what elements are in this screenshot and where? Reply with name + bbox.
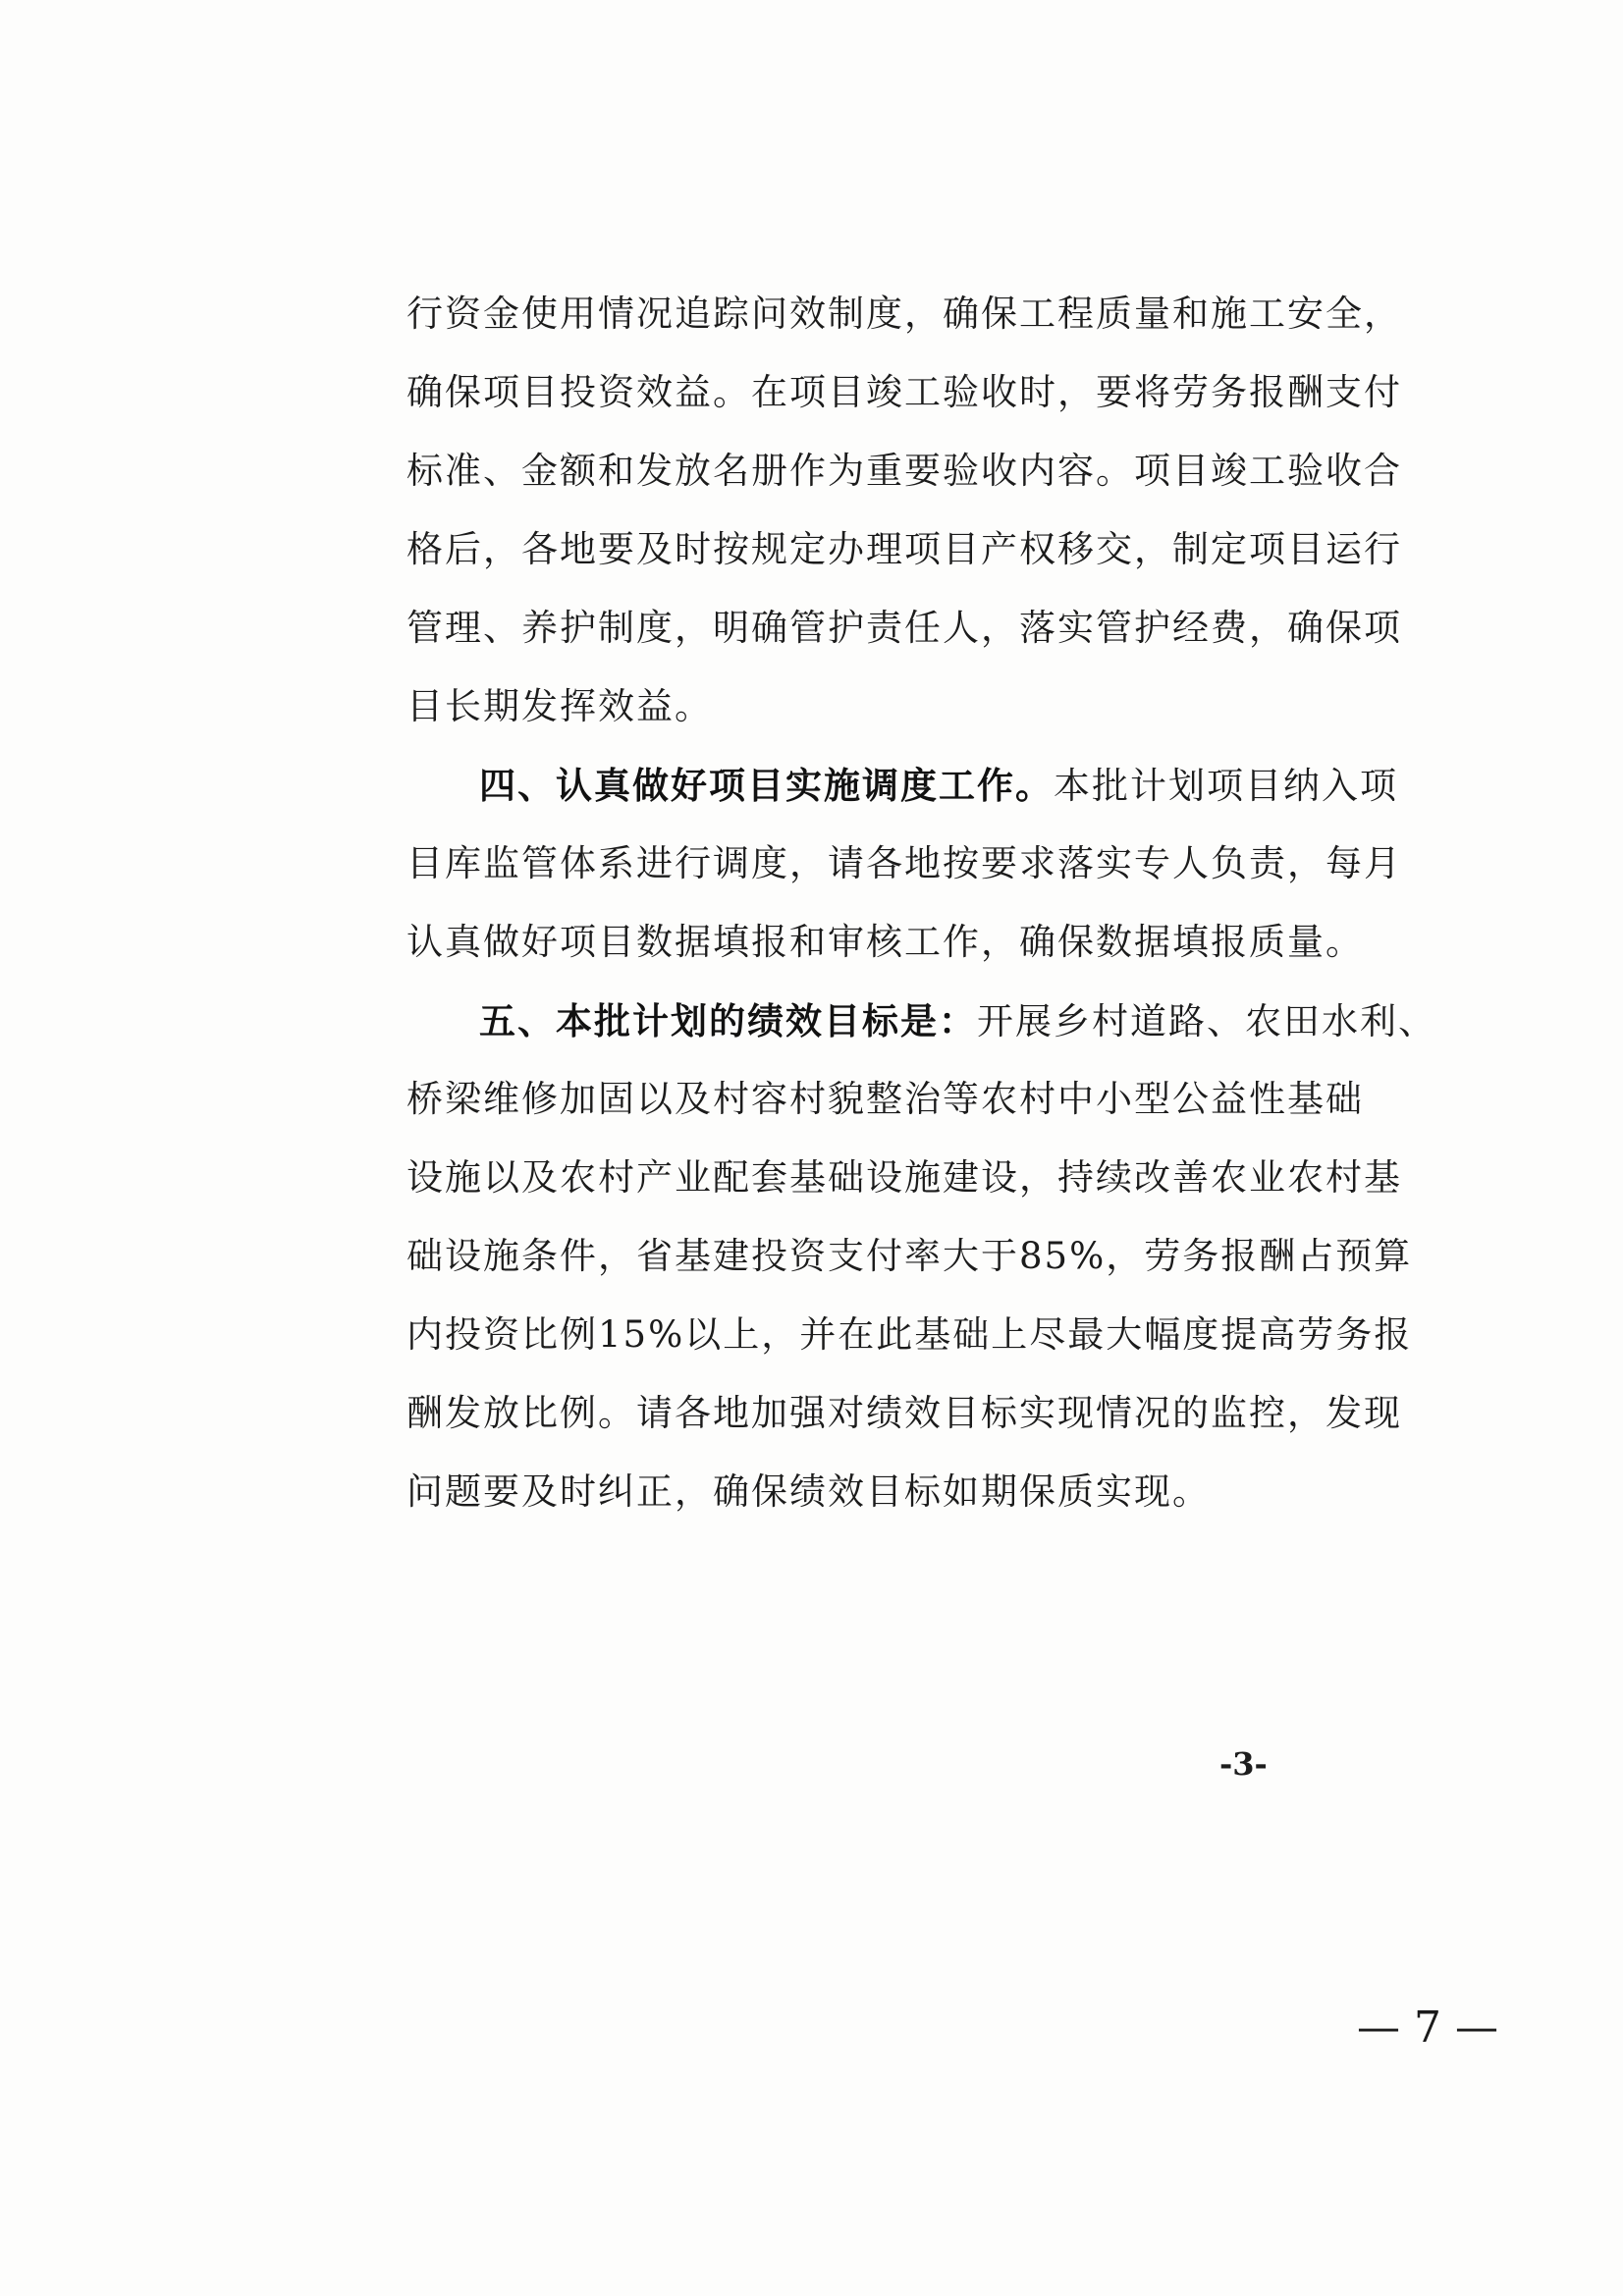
text-line-14: 内投资比例15%以上，并在此基础上尽最大幅度提高劳务报 [406,1313,1413,1356]
text-line-6: 目长期发挥效益。 [406,685,713,727]
text-line-15: 酬发放比例。请各地加强对绩效目标实现情况的监控，发现 [406,1392,1402,1434]
text-line-8: 目库监管体系进行调度，请各地按要求落实专人负责，每月 [406,842,1402,884]
text-line-13: 础设施条件，省基建投资支付率大于85%，劳务报酬占预算 [406,1235,1413,1277]
text-line-9: 认真做好项目数据填报和审核工作，确保数据填报质量。 [406,921,1364,963]
text-line-12: 设施以及农村产业配套基础设施建设，持续改善农业农村基 [406,1156,1402,1199]
section-five-heading: 五、本批计划的绩效目标是： [479,999,977,1042]
section-four-text: 本批计划项目纳入项 [1054,765,1398,807]
text-line-5: 管理、养护制度，明确管护责任人，落实管护经费，确保项 [406,607,1402,649]
text-line-11: 桥梁维修加固以及村容村貌整治等农村中小型公益性基础 [406,1078,1364,1120]
text-line-1: 行资金使用情况追踪问效制度，确保工程质量和施工安全， [406,293,1402,335]
body-text [406,275,1436,1531]
section-four-first-line [406,746,1398,825]
text-line-4: 格后，各地要及时按规定办理项目产权移交，制定项目运行 [406,528,1402,570]
section-five-text: 开展乡村道路、农田水利、 [977,1000,1436,1042]
text-line-3: 标准、金额和发放名册作为重要验收内容。项目竣工验收合 [406,450,1402,492]
page-number: — 7 — [1357,2002,1498,2053]
text-line-2: 确保项目投资效益。在项目竣工验收时，要将劳务报酬支付 [406,371,1402,413]
section-five-first-line [406,982,1436,1060]
text-line-16: 问题要及时纠正，确保绩效目标如期保质实现。 [406,1470,1211,1513]
inner-page-number: -3- [1219,1745,1268,1783]
section-four-heading: 四、认真做好项目实施调度工作。 [479,764,1054,807]
